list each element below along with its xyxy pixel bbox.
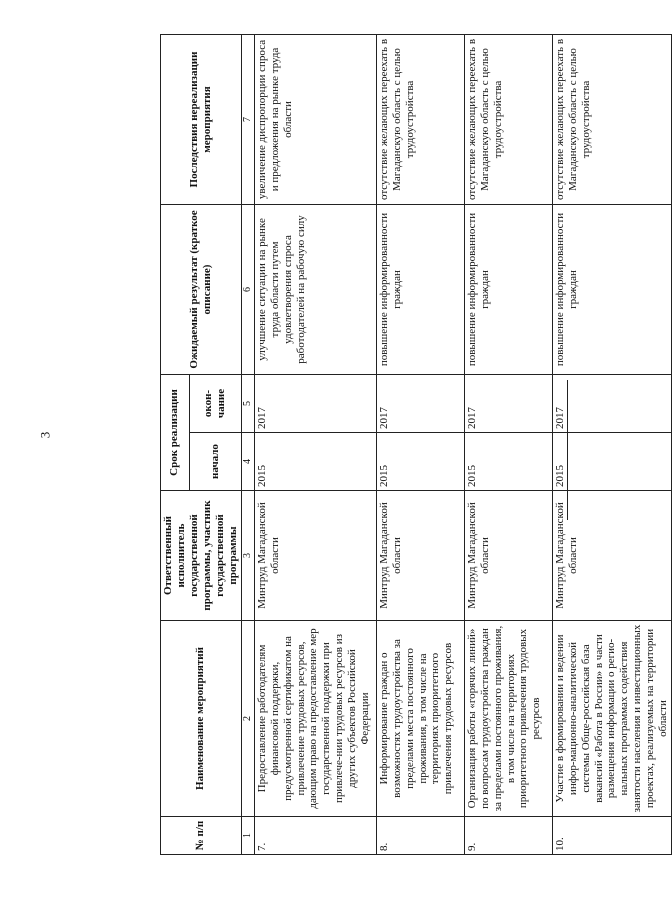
period-end: 2017 bbox=[254, 374, 376, 432]
expected-result: повышение информированности граждан bbox=[464, 204, 552, 374]
header-start: начало bbox=[189, 433, 241, 491]
header-row bbox=[161, 34, 190, 854]
column-index: 5 bbox=[241, 374, 254, 432]
table-row bbox=[464, 34, 552, 854]
period-end: 2017 bbox=[464, 374, 552, 432]
row-number: 9. bbox=[464, 817, 552, 855]
measure-name: Организация работы «горячих линий» по вопросам трудоустройства граждан за пределами постоянного проживания, в том числе на территориях приоритетного привлечения трудовых ресурсов bbox=[464, 621, 552, 817]
period-end: 2017 bbox=[376, 374, 464, 432]
column-index: 1 bbox=[241, 817, 254, 855]
row-number: 7. bbox=[254, 817, 376, 855]
period-start: 2015 bbox=[376, 433, 464, 491]
period-end: 2017 bbox=[552, 374, 672, 432]
header-num: № п/п bbox=[161, 817, 242, 855]
header-end: окон-чание bbox=[189, 374, 241, 432]
responsible: Минтруд Магаданской области bbox=[552, 491, 672, 621]
measure-name: Предоставление работодателям финансовой поддержки, предусмотренной сертификатом на привлечение трудовых ресурсов, дающим право на предоставление мер государственной поддержки при привлече-нии трудовых ресурсов из других субъектов Российской Федерации bbox=[254, 621, 376, 817]
consequence: отсутствие желающих переехать в Магаданскую область с целью трудоустройства bbox=[552, 34, 672, 204]
consequence: увеличение диспропорции спроса и предложения на рынке труда области bbox=[254, 34, 376, 204]
column-index-row bbox=[241, 34, 254, 854]
expected-result: повышение информированности граждан bbox=[376, 204, 464, 374]
expected-result: улучшение ситуации на рынке труда области путем удовлетворения спроса работодателей на рабочую силу bbox=[254, 204, 376, 374]
responsible: Минтруд Магаданской области bbox=[254, 491, 376, 621]
responsible: Минтруд Магаданской области bbox=[376, 491, 464, 621]
table-row bbox=[552, 34, 672, 854]
header-responsible: Ответственный исполнитель государственной программы, участник государственной программы bbox=[161, 491, 242, 621]
measures-table bbox=[160, 34, 672, 855]
column-index: 2 bbox=[241, 621, 254, 817]
row-number: 8. bbox=[376, 817, 464, 855]
consequence: отсутствие желающих переехать в Магаданскую область с целью трудоустройства bbox=[376, 34, 464, 204]
header-period: Срок реализации bbox=[161, 374, 190, 490]
measure-name: Участие в формировании и ведении инфор-мационно-аналитической системы Обще-российская база вакансий «Работа в России» в части размещения информации о регио-нальных программах содействия занятости населения и инвестиционных проектах, реализуемых на территории области bbox=[552, 621, 672, 817]
column-index: 4 bbox=[241, 433, 254, 491]
period-start: 2015 bbox=[254, 433, 376, 491]
header-name: Наименование мероприятий bbox=[161, 621, 242, 817]
period-start: 2015 bbox=[464, 433, 552, 491]
header-consequence: Последствия нереализации мероприятия bbox=[161, 34, 242, 204]
responsible: Минтруд Магаданской области bbox=[464, 491, 552, 621]
expected-result: повышение информированности граждан bbox=[552, 204, 672, 374]
header-result: Ожидаемый результат (краткое описание) bbox=[161, 204, 242, 374]
column-index: 6 bbox=[241, 204, 254, 374]
table-row bbox=[254, 34, 376, 854]
rotated-table-container bbox=[160, 35, 672, 855]
table-row bbox=[376, 34, 464, 854]
consequence: отсутствие желающих переехать в Магаданскую область с целью трудоустройства bbox=[464, 34, 552, 204]
measure-name: Информирование граждан о возможностях трудоустройства за пределами места постоянного проживания, в том числе на территориях приоритетного привлечения трудовых ресурсов bbox=[376, 621, 464, 817]
row-number: 10. bbox=[552, 817, 672, 855]
page-number: 3 bbox=[37, 431, 53, 439]
column-index: 3 bbox=[241, 491, 254, 621]
column-index: 7 bbox=[241, 34, 254, 204]
period-start: 2015 bbox=[552, 433, 672, 491]
